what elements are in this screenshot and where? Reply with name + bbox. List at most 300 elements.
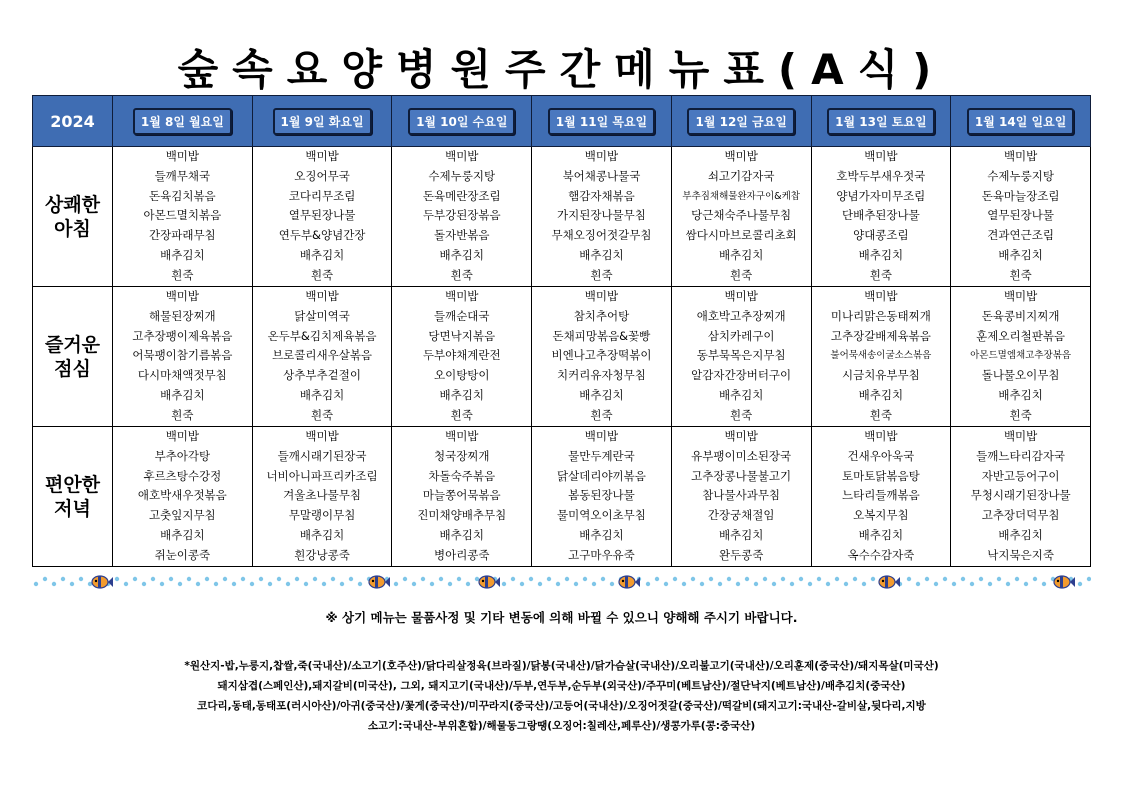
day-header-label: 1월 9일 화요일 [273, 108, 372, 135]
menu-item: 닭살미역국 [294, 308, 350, 323]
bubble-dot [232, 582, 236, 586]
menu-cell [811, 147, 951, 287]
menu-cell [811, 427, 951, 567]
meal-label-top: 상쾌한 [44, 193, 101, 216]
menu-item: 동부묵목은지무침 [696, 348, 786, 363]
bubble-dot [925, 577, 929, 581]
menu-item: 단배추된장나물 [841, 208, 920, 223]
menu-item: 흰죽 [310, 407, 334, 422]
bubble-dot [1015, 577, 1019, 581]
bubble-dot [178, 582, 182, 586]
menu-cell [252, 427, 392, 567]
menu-item: 치커리유자청무침 [557, 368, 646, 383]
bubble-dot [268, 582, 272, 586]
menu-item: 흰죽 [869, 407, 892, 422]
fish-icon [92, 576, 113, 588]
menu-item: 흰죽 [450, 267, 473, 282]
menu-item: 백미밥 [1003, 149, 1038, 163]
day-header-label: 1월 8일 월요일 [133, 108, 232, 135]
bubble-dot [565, 577, 569, 581]
meal-label-bottom: 저녁 [54, 497, 91, 520]
bubble-dot [664, 582, 668, 586]
origin-line: 코다리,동태,동태포(러시아산)/아귀(중국산)/꽃게(중국산)/미꾸라지(중국산)/고등어(국내산)/오징어젓갈(중국산)/떡갈비(돼지고기:국내산-갈비살,뒷다리,지방 [197, 700, 926, 712]
day-header [671, 96, 811, 147]
bubble-dot [916, 582, 920, 586]
menu-item: 배추김치 [858, 527, 904, 542]
bubble-dot [610, 582, 614, 586]
menu-item: 돌자반볶음 [433, 228, 490, 243]
menu-item: 해물된장찌개 [149, 308, 216, 323]
menu-item: 흰죽 [1009, 267, 1032, 282]
bubble-dot [808, 582, 812, 586]
bubble-dot [826, 582, 830, 586]
menu-item: 간장파래무침 [149, 228, 216, 243]
menu-item: 흰죽 [310, 267, 334, 282]
menu-item: 배추김치 [579, 527, 624, 542]
bubble-dot [970, 582, 974, 586]
menu-item: 들깨시래기된장국 [277, 448, 367, 463]
menu-item: 부추아각탕 [154, 448, 211, 463]
menu-item: 후르츠탕수강정 [143, 468, 222, 483]
bubble-dot [799, 577, 803, 581]
menu-item: 배추김치 [439, 387, 484, 402]
menu-item: 백미밥 [864, 429, 898, 443]
menu-item: 배추김치 [718, 387, 764, 402]
menu-item: 햄감자채볶음 [568, 188, 635, 203]
menu-item: 열무된장나물 [987, 208, 1054, 223]
bubble-dot [475, 577, 479, 581]
bubble-dot [682, 582, 686, 586]
menu-item: 삼치카레구이 [707, 328, 775, 343]
menu-item: 배추김치 [998, 247, 1043, 262]
menu-item: 너비아니파프리카조림 [266, 468, 378, 483]
menu-cell [671, 427, 811, 567]
bubble-dot [727, 577, 731, 581]
menu-cell [671, 287, 811, 427]
fish-icon [879, 576, 900, 588]
bubble-dot [322, 582, 326, 586]
menu-item: 돈채피망볶음&꽃빵 [552, 328, 651, 343]
menu-item: 겨울초나물무침 [283, 488, 361, 503]
bubble-dot [349, 577, 353, 581]
menu-item: 두부야채계란전 [422, 348, 501, 363]
menu-item: 연두부&양념간장 [278, 228, 366, 243]
menu-item: 쥐눈이콩죽 [154, 547, 211, 562]
bubble-dot [601, 577, 605, 581]
origin-line: 소고기:국내산-부위혼합)/해물동그랑땡(오징어:칠레산,페루산)/생콩가루(콩:중국산) [367, 720, 756, 732]
bubble-dot [1024, 582, 1028, 586]
bubble-dot [979, 577, 983, 581]
menu-item: 봄동된장나물 [568, 488, 635, 503]
menu-item: 흰죽 [171, 407, 194, 422]
bubble-dot [817, 577, 821, 581]
menu-item: 부추짐채해물완자구이&케찹 [682, 190, 800, 202]
bubble-dot [124, 582, 128, 586]
origin-info [60, 656, 1063, 736]
day-header-label: 1월 14일 일요일 [967, 108, 1074, 135]
menu-item: 애호박새우젓볶음 [137, 488, 227, 503]
menu-item: 무말랭이무침 [288, 508, 356, 523]
bubble-dot [115, 577, 119, 581]
bubble-dot [844, 582, 848, 586]
bubble-dot [331, 577, 335, 581]
menu-item: 배추김치 [579, 247, 624, 262]
menu-item: 백미밥 [1003, 289, 1038, 303]
day-header-label: 1월 11일 목요일 [548, 108, 655, 135]
bubble-dot [286, 582, 290, 586]
menu-item: 옥수수감자죽 [847, 547, 915, 562]
menu-item: 들깨순대국 [433, 308, 490, 323]
bubble-dot [709, 577, 713, 581]
menu-item: 두부강된장볶음 [422, 208, 501, 223]
menu-item: 배추김치 [299, 247, 345, 262]
menu-item: 오이탕탕이 [433, 368, 490, 383]
menu-item: 참치추어탕 [573, 308, 630, 323]
menu-item: 배추김치 [718, 247, 764, 262]
bubble-dot [574, 582, 578, 586]
menu-item: 백미밥 [724, 429, 758, 443]
day-header-label: 1월 10일 수요일 [408, 108, 515, 135]
menu-cell [392, 147, 532, 287]
bubble-dot [520, 582, 524, 586]
menu-item: 고추장콩나물불고기 [691, 468, 792, 483]
menu-item: 돈육김치볶음 [149, 188, 216, 203]
menu-item: 백미밥 [165, 289, 200, 303]
bubble-dot [871, 577, 875, 581]
bubble-dot [403, 577, 407, 581]
menu-item: 닭살데리야끼볶음 [557, 468, 646, 483]
menu-cell [392, 427, 532, 567]
bubble-dot [70, 582, 74, 586]
day-header [532, 96, 672, 147]
bubble-dot [952, 582, 956, 586]
bubble-dot [457, 577, 461, 581]
menu-item: 낙지묵은지죽 [987, 547, 1054, 562]
menu-item: 백미밥 [1003, 429, 1038, 443]
bubble-dot [655, 577, 659, 581]
bubble-dot [1087, 577, 1091, 581]
menu-item: 차돌숙주볶음 [428, 468, 496, 483]
bubble-dot [763, 577, 767, 581]
bubble-dot [1078, 582, 1082, 586]
bubble-dot [52, 582, 56, 586]
bubble-dot [205, 577, 209, 581]
bubble-dot [700, 582, 704, 586]
menu-item: 백미밥 [445, 289, 479, 303]
fish-icon [479, 576, 500, 588]
bubble-dot [79, 577, 83, 581]
menu-item: 온두부&김치제육볶음 [267, 328, 377, 343]
menu-cell [532, 427, 672, 567]
bubble-dot [448, 582, 452, 586]
day-header [811, 96, 951, 147]
menu-item: 백미밥 [305, 149, 339, 163]
menu-item: 배추김치 [579, 387, 624, 402]
bubble-dot [439, 577, 443, 581]
menu-item: 아몬드멸치볶음 [143, 208, 222, 223]
menu-item: 마늘쫑어묵볶음 [422, 488, 501, 503]
menu-item: 배추김치 [160, 247, 205, 262]
meal-label [33, 427, 113, 567]
menu-item: 백미밥 [584, 289, 619, 303]
menu-item: 흰죽 [1009, 407, 1032, 422]
weekly-menu-table [32, 95, 1091, 567]
bubble-dot [583, 577, 587, 581]
menu-item: 백미밥 [724, 289, 758, 303]
menu-item: 고추장팽이제육볶음 [132, 328, 233, 343]
bubble-dot [340, 582, 344, 586]
menu-cell [532, 147, 672, 287]
menu-item: 다시마채액젓무침 [137, 368, 227, 383]
bubble-dot [412, 582, 416, 586]
menu-item: 백미밥 [584, 149, 619, 163]
menu-item: 흰죽 [869, 267, 892, 282]
meal-row [33, 287, 1091, 427]
menu-item: 백미밥 [165, 429, 200, 443]
menu-item: 병아리콩죽 [433, 547, 490, 562]
menu-cell [811, 287, 951, 427]
menu-item: 견과연근조림 [987, 228, 1054, 243]
menu-item: 건새우아욱국 [847, 448, 915, 463]
bubble-dot [43, 577, 47, 581]
menu-item: 백미밥 [864, 149, 898, 163]
day-header-label: 1월 12일 금요일 [687, 108, 794, 135]
bubble-dot [151, 577, 155, 581]
menu-item: 비엔나고추장떡볶이 [551, 348, 652, 363]
bubble-dot [313, 577, 317, 581]
menu-item: 완두콩죽 [718, 547, 764, 562]
meal-row [33, 147, 1091, 287]
bubble-dot [160, 582, 164, 586]
header-row [33, 96, 1091, 147]
bubble-dot [538, 582, 542, 586]
menu-item: 백미밥 [864, 289, 898, 303]
bubble-dot [961, 577, 965, 581]
menu-item: 당면낙지볶음 [428, 328, 496, 343]
menu-item: 배추김치 [439, 247, 484, 262]
menu-item: 백미밥 [584, 429, 619, 443]
meal-label-bottom: 점심 [54, 357, 91, 380]
bubble-dot [1033, 577, 1037, 581]
menu-cell [392, 287, 532, 427]
menu-item: 상추부추겉절이 [283, 368, 361, 383]
bubble-dot [223, 577, 227, 581]
menu-item: 돈육마늘장조림 [981, 188, 1060, 203]
menu-item: 청국장찌개 [433, 448, 490, 463]
menu-item: 들깨무채국 [154, 168, 211, 183]
menu-item: 훈제오리철판볶음 [976, 328, 1066, 343]
bubble-dot [277, 577, 281, 581]
menu-cell [951, 147, 1091, 287]
decorative-fish-border [32, 572, 1091, 592]
meal-label-bottom: 아침 [54, 217, 91, 240]
bubble-dot [772, 582, 776, 586]
menu-cell [951, 287, 1091, 427]
bubble-dot [250, 582, 254, 586]
menu-item: 브로콜리새우살볶음 [272, 348, 373, 363]
day-header [951, 96, 1091, 147]
menu-item: 유부팽이미소된장국 [691, 448, 792, 463]
menu-item: 흰죽 [730, 407, 753, 422]
bubble-dot [214, 582, 218, 586]
menu-item: 양대콩조림 [853, 228, 909, 243]
menu-item: 백미밥 [445, 149, 479, 163]
fish-icon [619, 576, 640, 588]
bubble-dot [1042, 582, 1046, 586]
menu-item: 돈육콩비지찌개 [981, 308, 1060, 323]
bubble-dot [745, 577, 749, 581]
menu-item: 배추김치 [439, 527, 484, 542]
day-header [252, 96, 392, 147]
menu-item: 백미밥 [165, 149, 200, 163]
bubble-dot [853, 577, 857, 581]
bubble-dot [997, 577, 1001, 581]
menu-item: 코다리무조림 [288, 188, 356, 203]
menu-item: 간장궁채절임 [707, 508, 775, 523]
bubble-dot [196, 582, 200, 586]
origin-line: 돼지삼겹(스페인산),돼지갈비(미국산), 그외, 돼지고기(국내산)/두부,연두부,순두부(외국산)/주꾸미(베트남산)/절단낙지(베트남산)/배추김치(중국산) [217, 680, 906, 692]
bubble-dot [754, 582, 758, 586]
menu-item: 어묵팽이참기름볶음 [132, 348, 233, 363]
meal-label-top: 즐거운 [44, 333, 101, 356]
menu-cell [113, 147, 253, 287]
menu-item: 백미밥 [445, 429, 479, 443]
menu-item: 배추김치 [160, 527, 205, 542]
menu-item: 오징어무국 [294, 168, 350, 183]
menu-item: 양념가자미무조림 [836, 188, 926, 203]
menu-item: 배추김치 [718, 527, 764, 542]
menu-item: 백미밥 [305, 429, 339, 443]
bubble-dot [259, 577, 263, 581]
bubble-dot [646, 582, 650, 586]
bubble-dot [907, 577, 911, 581]
meal-row [33, 427, 1091, 567]
menu-item: 흰죽 [450, 407, 473, 422]
year-header: 2024 [33, 96, 113, 147]
menu-item: 백미밥 [724, 149, 758, 163]
menu-cell [671, 147, 811, 287]
menu-item: 고춧잎지무침 [149, 508, 216, 523]
page-title: 숲속요양병원주간메뉴표(A식) [177, 45, 946, 94]
menu-item: 백미밥 [305, 289, 339, 303]
bubble-dot [691, 577, 695, 581]
menu-item: 물미역오이초무침 [557, 508, 646, 523]
menu-item: 알감자간장버터구이 [691, 368, 792, 383]
menu-cell [252, 147, 392, 287]
menu-item: 고추장갈배제육볶음 [830, 328, 931, 343]
menu-item: 돌나물오이무침 [981, 368, 1060, 383]
bubble-dot [466, 582, 470, 586]
menu-item: 무청시래기된장나물 [970, 488, 1071, 503]
menu-item: 미나리맑은동태찌개 [830, 308, 931, 323]
menu-item: 돈육메란장조림 [422, 188, 501, 203]
menu-item: 당근채숙주나물무침 [691, 208, 792, 223]
bubble-dot [781, 577, 785, 581]
day-header-label: 1월 13일 토요일 [827, 108, 934, 135]
bubble-dot [1006, 582, 1010, 586]
bubble-dot [295, 577, 299, 581]
menu-item: 무채오징어젓갈무침 [551, 228, 652, 243]
menu-item: 북어채콩나물국 [562, 168, 641, 183]
menu-cell [113, 287, 253, 427]
menu-item: 시금치유부무침 [841, 368, 920, 383]
menu-item: 쌈다시마브로콜리초회 [685, 228, 797, 243]
bubble-dot [502, 582, 506, 586]
bubble-dot [430, 582, 434, 586]
menu-cell [532, 287, 672, 427]
bubble-dot [133, 577, 137, 581]
bubble-dot [934, 582, 938, 586]
bubble-dot [304, 582, 308, 586]
menu-cell [252, 287, 392, 427]
menu-item: 애호박고추장찌개 [696, 308, 786, 323]
menu-item: 흰죽 [730, 267, 753, 282]
bubble-dot [790, 582, 794, 586]
bubble-dot [736, 582, 740, 586]
menu-item: 오복지무침 [853, 508, 909, 523]
bubble-dot [988, 582, 992, 586]
menu-item: 흰죽 [590, 407, 613, 422]
menu-item: 호박두부새우젓국 [836, 168, 926, 183]
bubble-dot [169, 577, 173, 581]
menu-item: 수제누룽지탕 [428, 168, 496, 183]
bubble-dot [673, 577, 677, 581]
menu-item: 자반고등어구이 [981, 468, 1060, 483]
menu-item: 토마토닭볶음탕 [841, 468, 920, 483]
bubble-dot [142, 582, 146, 586]
menu-cell [113, 427, 253, 567]
menu-item: 고추장더덕무침 [981, 508, 1060, 523]
menu-item: 가지된장나물무침 [557, 208, 646, 223]
bubble-dot [187, 577, 191, 581]
menu-item: 배추김치 [858, 387, 904, 402]
menu-item: 불어묵새송이굴소스볶음 [830, 350, 932, 362]
bubble-dot [718, 582, 722, 586]
menu-item: 배추김치 [160, 387, 205, 402]
menu-item: 진미채양배추무침 [417, 508, 507, 523]
bubble-dot [511, 577, 515, 581]
bubble-dot [943, 577, 947, 581]
menu-item: 열무된장나물 [288, 208, 356, 223]
menu-item: 흰죽 [590, 267, 613, 282]
bubble-dot [34, 582, 38, 586]
origin-line: *원산지-밥,누룽지,찹쌀,죽(국내산)/소고기(호주산)/닭다리살정육(브라질)/닭봉(국내산)/닭가슴살(국내산)/오리불고기(국내산)/오리훈제(중국산)/돼지목살(미국산) [184, 660, 939, 672]
menu-item: 배추김치 [998, 527, 1043, 542]
meal-label [33, 287, 113, 427]
bubble-dot [358, 582, 362, 586]
menu-item: 고구마우유죽 [568, 547, 635, 562]
bubble-dot [61, 577, 65, 581]
menu-item: 수제누룽지탕 [987, 168, 1054, 183]
meal-label [33, 147, 113, 287]
bubble-dot [394, 582, 398, 586]
meal-label-top: 편안한 [44, 473, 101, 496]
bubble-dot [547, 577, 551, 581]
bubble-dot [421, 577, 425, 581]
bubble-dot [529, 577, 533, 581]
notice-text: ※ 상기 메뉴는 물품사정 및 기타 변동에 의해 바뀔 수 있으니 양해해 주시기 바랍니다. [325, 610, 798, 625]
bubble-dot [556, 582, 560, 586]
menu-cell [951, 427, 1091, 567]
bubble-dot [862, 582, 866, 586]
menu-item: 배추김치 [998, 387, 1043, 402]
bubble-dot [241, 577, 245, 581]
menu-item: 들깨느타리감자국 [976, 448, 1066, 463]
bubble-dot [835, 577, 839, 581]
menu-item: 배추김치 [858, 247, 904, 262]
menu-item: 참나물사과무침 [702, 488, 781, 503]
menu-item: 흰죽 [171, 267, 194, 282]
